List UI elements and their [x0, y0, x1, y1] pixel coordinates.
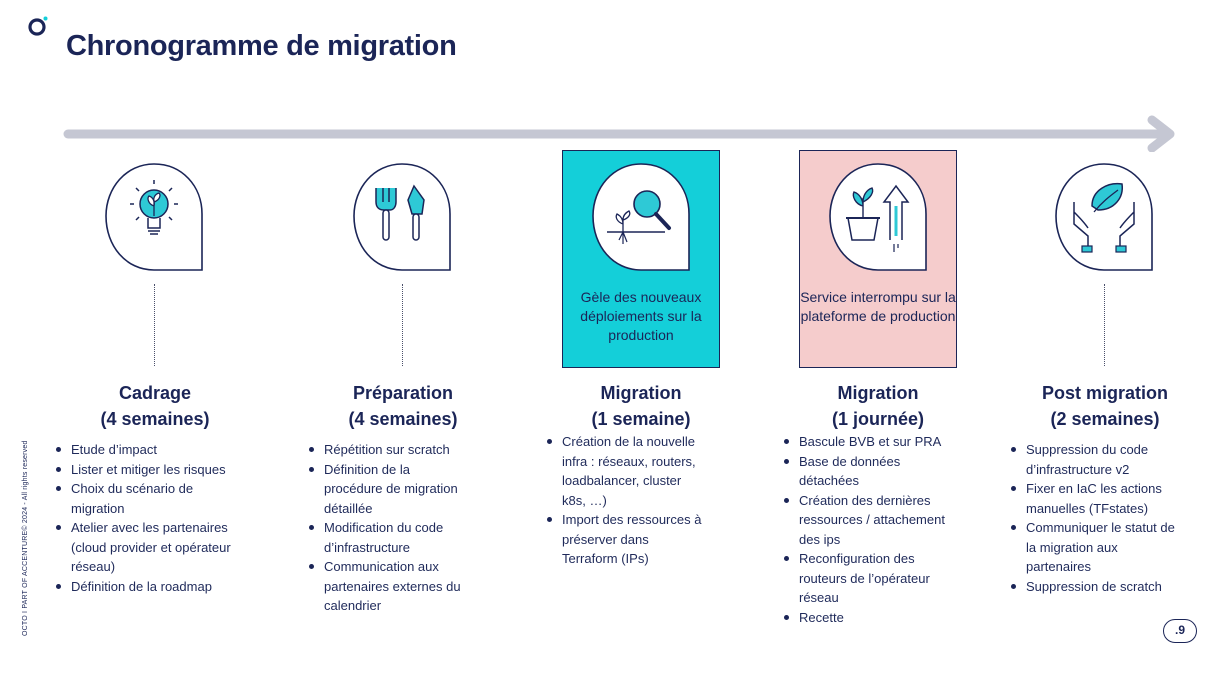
list-item: Création de la nouvelle infra : réseaux, routers, loadbalancer, cluster k8s, …)	[547, 432, 707, 510]
list-item: Répétition sur scratch	[309, 440, 469, 460]
phase-duration: (2 semaines)	[1050, 409, 1160, 429]
phase-title: Préparation	[352, 383, 454, 403]
octo-logo	[27, 15, 49, 37]
phase-title: Post migration	[1041, 383, 1168, 403]
timeline-connector	[154, 284, 155, 366]
list-item: Choix du scénario de migration	[56, 479, 246, 518]
list-item: Communiquer le statut de la migration aux partenaires	[1011, 518, 1186, 577]
copyright-notice: OCTO I PART OF ACCENTURE© 2024 - All rights reserved	[22, 440, 29, 636]
list-item: Etude d’impact	[56, 440, 246, 460]
list-item: Lister et mitiger les risques	[56, 460, 246, 480]
list-item: Définition de la roadmap	[56, 577, 246, 597]
phase-task-list	[309, 440, 469, 616]
list-item: Modification du code d’infrastructure	[309, 518, 469, 557]
page-number: .9	[1163, 619, 1197, 643]
timeline-connector	[1104, 284, 1105, 366]
list-item: Recette	[784, 608, 949, 628]
magnifier-sprout-icon	[589, 162, 694, 274]
list-item: Bascule BVB et sur PRA	[784, 432, 949, 452]
phase-duration: (1 semaine)	[591, 409, 691, 429]
list-item: Fixer en IaC les actions manuelles (TFstates)	[1011, 479, 1186, 518]
phase-duration: (1 journée)	[831, 409, 924, 429]
phase-task-list	[1011, 440, 1186, 596]
phase-title: Cadrage	[118, 383, 192, 403]
list-item: Atelier avec les partenaires (cloud provider et opérateur réseau)	[56, 518, 246, 577]
list-item: Base de données détachées	[784, 452, 949, 491]
list-item: Définition de la procédure de migration détaillée	[309, 460, 469, 519]
phase-task-list	[56, 440, 246, 596]
phase-duration: (4 semaines)	[100, 409, 210, 429]
freeze-note: Gèle des nouveaux déploiements sur la production	[580, 289, 702, 343]
timeline-arrow	[60, 112, 1185, 152]
phase-task-list	[784, 432, 949, 627]
garden-tools-icon	[350, 162, 455, 274]
phase-title: Migration	[600, 383, 682, 403]
outage-note: Service interrompu sur la plateforme de production	[800, 289, 956, 324]
list-item: Communication aux partenaires externes du calendrier	[309, 557, 469, 616]
timeline-connector	[402, 284, 403, 366]
lightbulb-plant-icon	[102, 162, 207, 274]
list-item: Création des dernières ressources / attachement des ips	[784, 491, 949, 550]
phase-title: Migration	[837, 383, 919, 403]
plant-pot-growth-icon	[826, 162, 931, 274]
list-item: Suppression de scratch	[1011, 577, 1186, 597]
list-item: Import des ressources à préserver dans Terraform (IPs)	[547, 510, 707, 569]
phase-task-list	[547, 432, 707, 569]
hands-leaf-icon	[1052, 162, 1157, 274]
page-title: Chronogramme de migration	[66, 30, 457, 62]
phase-duration: (4 semaines)	[348, 409, 458, 429]
list-item: Suppression du code d’infrastructure v2	[1011, 440, 1186, 479]
list-item: Reconfiguration des routeurs de l’opérateur réseau	[784, 549, 949, 608]
